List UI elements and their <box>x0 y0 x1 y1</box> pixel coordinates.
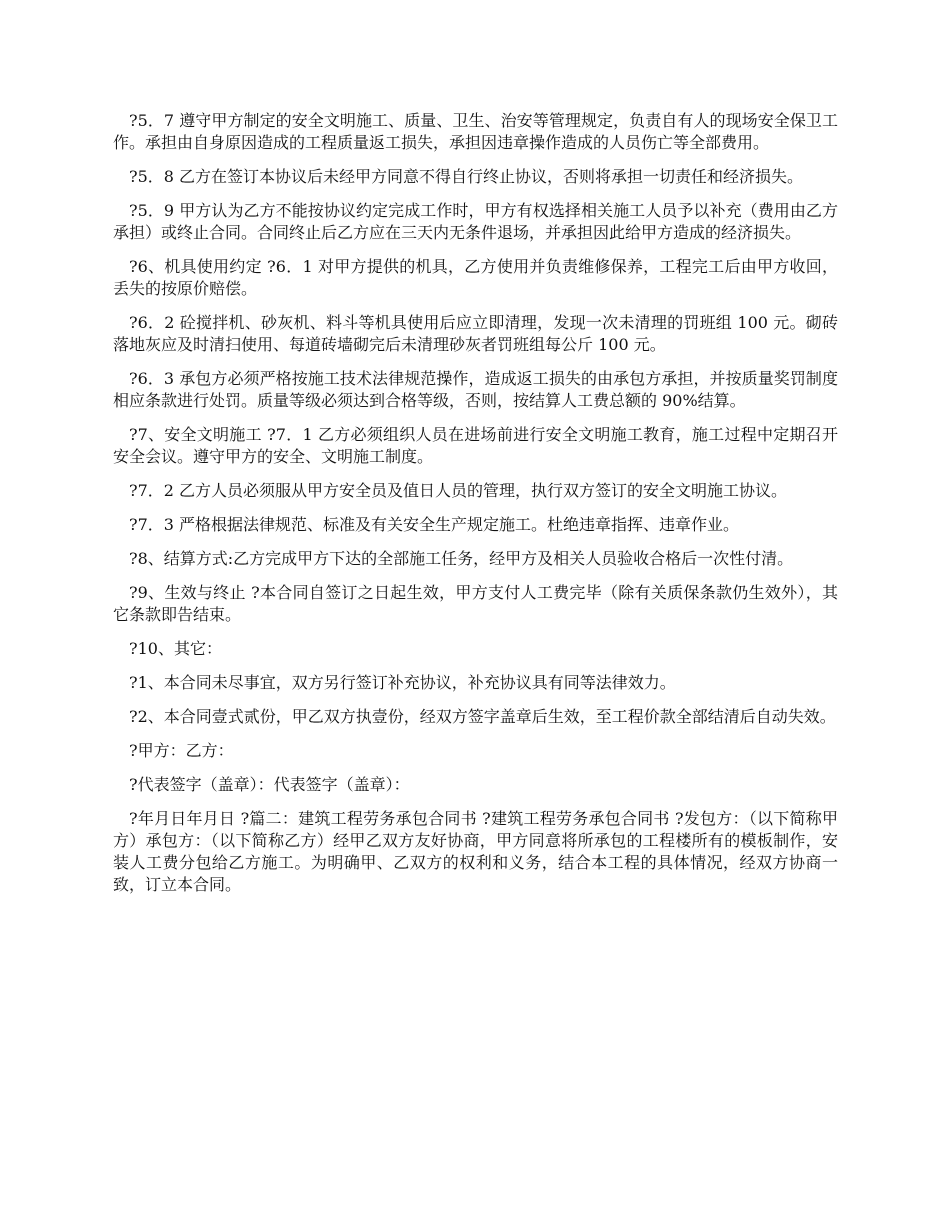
clause-5-7: ?5．7 遵守甲方制定的安全文明施工、质量、卫生、治安等管理规定，负责自有人的现场安全保卫工作。承担由自身原因造成的工程质量返工损失，承担因违章操作造成的人员伤亡等全部费用。 <box>113 111 838 152</box>
party-line: ?甲方：乙方： <box>129 741 234 760</box>
clause-7-3: ?7．3 严格根据法律规范、标准及有关安全生产规定施工。杜绝违章指挥、违章作业。 <box>129 515 740 534</box>
clause-7-1: ?7、安全文明施工 ?7．1 乙方必须组织人员在进场前进行安全文明施工教育，施工过程中定期召开安全会议。遵守甲方的安全、文明施工制度。 <box>113 425 838 466</box>
signature-line: ?代表签字（盖章）：代表签字（盖章）： <box>129 775 410 794</box>
clause-5-9: ?5．9 甲方认为乙方不能按协议约定完成工作时，甲方有权选择相关施工人员予以补充（费用由乙方承担）或终止合同。合同终止后乙方应在三天内无条件退场，并承担因此给甲方造成的经济损失。 <box>113 201 838 242</box>
clause-10-heading: ?10、其它： <box>129 639 222 658</box>
clause-6-2: ?6．2 砼搅拌机、砂灰机、料斗等机具使用后应立即清理，发现一次未清理的罚班组 100 元。砌砖落地灰应及时清扫使用、每道砖墙砌完后未清理砂灰者罚班组每公斤 100 元。 <box>113 313 838 354</box>
clause-7-2: ?7．2 乙方人员必须服从甲方安全员及值日人员的管理，执行双方签订的安全文明施工协议。 <box>129 481 788 500</box>
clause-5-8: ?5．8 乙方在签订本协议后未经甲方同意不得自行终止协议，否则将承担一切责任和经济损失。 <box>129 167 804 186</box>
clause-8: ?8、结算方式:乙方完成甲方下达的全部施工任务，经甲方及相关人员验收合格后一次性付清。 <box>129 549 794 568</box>
date-and-part-two-intro: ?年月日年月日 ?篇二：建筑工程劳务承包合同书 ?建筑工程劳务承包合同书 ?发包方：（以下简称甲方）承包方：（以下简称乙方）经甲乙双方友好协商，甲方同意将所承包的工程楼所有的模板制作，安装人工费分包给乙方施工。为明确甲、乙双方的权利和义务，结合本工程的具体情况，经双方协商一致，订立本合同。 <box>113 809 838 894</box>
clause-6-1: ?6、机具使用约定 ?6．1 对甲方提供的机具，乙方使用并负责维修保养，工程完工后由甲方收回，丢失的按原价赔偿。 <box>113 257 838 298</box>
document-body <box>113 110 838 908</box>
clause-6-3: ?6．3 承包方必须严格按施工技术法律规范操作，造成返工损失的由承包方承担，并按质量奖罚制度相应条款进行处罚。质量等级必须达到合格等级，否则，按结算人工费总额的 90%结算。 <box>113 369 838 410</box>
clause-10-1: ?1、本合同未尽事宜，双方另行签订补充协议，补充协议具有同等法律效力。 <box>129 673 676 692</box>
clause-9: ?9、生效与终止 ?本合同自签订之日起生效，甲方支付人工费完毕（除有关质保条款仍生效外），其它条款即告结束。 <box>113 583 838 624</box>
clause-10-2: ?2、本合同壹式贰份，甲乙双方执壹份，经双方签字盖章后生效，至工程价款全部结清后自动失效。 <box>129 707 836 726</box>
